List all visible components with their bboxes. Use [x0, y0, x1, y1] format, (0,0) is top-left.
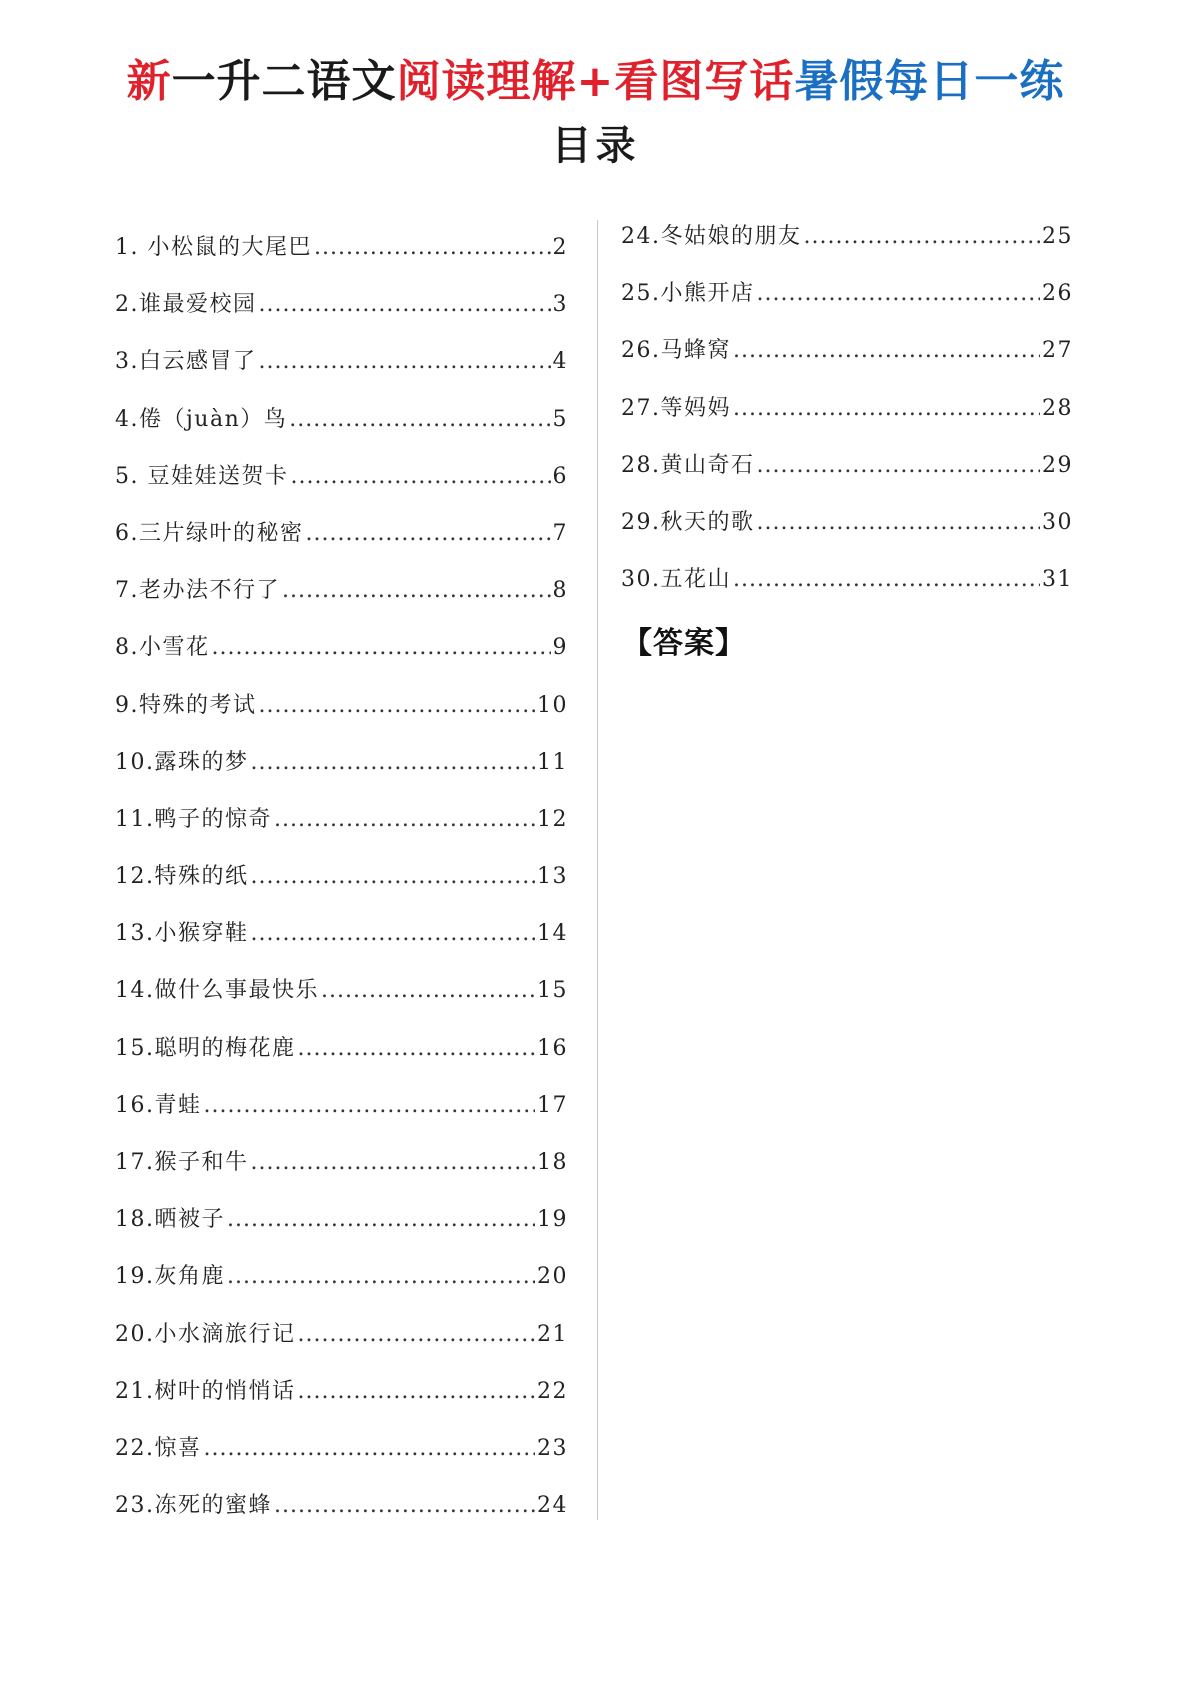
toc-entry[interactable] — [115, 1488, 568, 1545]
toc-entry-title: 27.等妈妈 — [621, 395, 731, 421]
toc-entry-page: 25 — [1042, 224, 1073, 249]
title-part-grade — [127, 56, 397, 107]
toc-entry-title: 25.小熊开店 — [621, 281, 755, 307]
toc-leader-dots — [298, 1322, 536, 1347]
toc-entry-page: 19 — [537, 1207, 568, 1233]
toc-entry[interactable] — [115, 688, 568, 745]
answer-section-label[interactable]: 【答案】 — [622, 626, 746, 661]
toc-entry[interactable] — [115, 802, 568, 859]
toc-entry-page: 11 — [537, 749, 568, 775]
toc-entry-title: 12.特殊的纸 — [115, 864, 249, 890]
title-part-new: 新 — [126, 56, 172, 107]
toc-right-column — [621, 219, 1073, 619]
toc-entry-title: 7.老办法不行了 — [115, 578, 280, 604]
toc-leader-dots — [733, 567, 1040, 592]
toc-entry-title: 23.冻死的蜜蜂 — [115, 1493, 272, 1519]
toc-entry-page: 20 — [537, 1264, 568, 1290]
toc-entry-title: 22.惊喜 — [115, 1435, 202, 1461]
toc-entry[interactable] — [115, 1031, 568, 1088]
toc-entry-page: 15 — [537, 978, 568, 1004]
toc-leader-dots — [733, 396, 1040, 421]
toc-entry[interactable] — [115, 1317, 568, 1374]
toc-entry-page: 27 — [1042, 338, 1073, 364]
toc-entry[interactable] — [115, 573, 568, 630]
toc-leader-dots — [227, 1264, 535, 1289]
toc-leader-dots — [298, 1379, 536, 1404]
toc-entry-page: 21 — [537, 1321, 568, 1347]
toc-leader-dots — [204, 1436, 536, 1461]
toc-entry[interactable] — [115, 1145, 568, 1202]
toc-entry[interactable] — [621, 391, 1073, 448]
toc-entry-title: 18.晒被子 — [115, 1207, 225, 1233]
toc-entry-page: 22 — [537, 1378, 568, 1404]
toc-entry[interactable] — [115, 287, 568, 344]
toc-entry-title: 15.聪明的梅花鹿 — [115, 1035, 296, 1061]
toc-leader-dots — [733, 338, 1040, 363]
toc-entry[interactable] — [115, 516, 568, 573]
toc-entry-page: 30 — [1042, 509, 1073, 535]
toc-entry[interactable] — [115, 916, 568, 973]
toc-left-column — [115, 230, 568, 1545]
toc-entry[interactable] — [115, 402, 568, 459]
toc-entry[interactable] — [621, 448, 1073, 505]
toc-entry-title: 30.五花山 — [621, 567, 731, 593]
toc-leader-dots — [259, 349, 551, 374]
toc-entry-title: 4.倦（juàn）鸟 — [115, 406, 288, 432]
toc-leader-dots — [757, 453, 1041, 478]
title-part-topic: 阅读理解+看图写话 — [396, 56, 795, 107]
toc-leader-dots — [259, 292, 551, 317]
toc-entry-page: 3 — [552, 292, 568, 318]
toc-entry[interactable] — [115, 1259, 568, 1316]
toc-entry-title: 20.小水滴旅行记 — [115, 1321, 296, 1347]
toc-entry-title: 6.三片绿叶的秘密 — [115, 520, 304, 546]
toc-entry-page: 13 — [537, 864, 568, 890]
toc-leader-dots — [757, 281, 1041, 306]
toc-entry-title: 5. 豆娃娃送贺卡 — [115, 463, 289, 489]
toc-leader-dots — [321, 978, 535, 1003]
title-part-practice: 暑假每日一练 — [794, 56, 1065, 107]
toc-entry-page: 5 — [552, 406, 568, 432]
toc-entry[interactable] — [621, 219, 1073, 276]
toc-entry-title: 29.秋天的歌 — [621, 509, 755, 535]
toc-entry-page: 28 — [1042, 395, 1073, 421]
toc-entry[interactable] — [115, 973, 568, 1030]
toc-entry-title: 26.马蜂窝 — [621, 338, 731, 364]
toc-leader-dots — [259, 693, 536, 718]
toc-entry-title: 17.猴子和牛 — [115, 1150, 249, 1175]
toc-entry-title: 24.冬姑娘的朋友 — [621, 224, 802, 249]
toc-entry-title: 19.灰角鹿 — [115, 1264, 225, 1290]
toc-entry-title: 3.白云感冒了 — [115, 349, 257, 375]
toc-entry-title: 11.鸭子的惊奇 — [115, 806, 272, 832]
toc-leader-dots — [274, 807, 535, 832]
toc-leader-dots — [251, 864, 536, 889]
column-divider — [597, 220, 598, 1520]
toc-leader-dots — [251, 750, 536, 775]
toc-leader-dots — [227, 1207, 535, 1232]
toc-entry-page: 16 — [537, 1035, 568, 1061]
toc-entry-page: 12 — [537, 806, 568, 832]
toc-entry-page: 6 — [552, 463, 568, 489]
toc-entry-title: 1. 小松鼠的大尾巴 — [115, 235, 312, 260]
toc-entry-page: 2 — [552, 235, 568, 260]
toc-entry[interactable] — [621, 505, 1073, 562]
toc-entry-title: 14.做什么事最快乐 — [115, 978, 319, 1004]
toc-entry[interactable] — [621, 333, 1073, 390]
toc-entry-page: 4 — [552, 349, 568, 375]
toc-entry-page: 10 — [537, 692, 568, 718]
toc-entry-title: 28.黄山奇石 — [621, 452, 755, 478]
toc-entry[interactable] — [115, 459, 568, 516]
toc-entry-page: 18 — [537, 1150, 568, 1175]
title-part-grade-text: 一升二语文 — [171, 56, 397, 107]
toc-leader-dots — [251, 1150, 536, 1175]
document-title — [0, 52, 1191, 112]
toc-entry-page: 17 — [537, 1092, 568, 1118]
toc-entry[interactable] — [115, 1088, 568, 1145]
toc-entry-title: 10.露珠的梦 — [115, 749, 249, 775]
toc-entry[interactable] — [621, 562, 1073, 619]
toc-entry-page: 24 — [537, 1493, 568, 1519]
toc-entry[interactable] — [115, 1374, 568, 1431]
toc-entry-page: 31 — [1042, 567, 1073, 593]
toc-entry[interactable] — [115, 630, 568, 687]
toc-leader-dots — [282, 578, 551, 603]
toc-entry-title: 16.青蛙 — [115, 1092, 202, 1118]
toc-entry[interactable] — [115, 1202, 568, 1259]
toc-entry[interactable] — [115, 859, 568, 916]
toc-entry-title: 13.小猴穿鞋 — [115, 921, 249, 947]
toc-heading: 目录 — [551, 123, 640, 169]
toc-entry-page: 26 — [1042, 281, 1073, 307]
toc-entry-page: 7 — [552, 520, 568, 546]
toc-entry-page: 9 — [552, 635, 568, 661]
toc-entry-title: 21.树叶的悄悄话 — [115, 1378, 296, 1404]
toc-entry[interactable] — [115, 230, 568, 287]
toc-leader-dots — [804, 224, 1041, 249]
toc-leader-dots — [204, 1093, 536, 1118]
toc-leader-dots — [251, 921, 536, 946]
toc-entry-title: 2.谁最爱校园 — [115, 292, 257, 318]
toc-entry-title: 9.特殊的考试 — [115, 692, 257, 718]
toc-leader-dots — [314, 235, 551, 260]
toc-entry-page: 29 — [1042, 452, 1073, 478]
toc-entry[interactable] — [115, 1431, 568, 1488]
toc-leader-dots — [306, 521, 551, 546]
toc-entry[interactable] — [621, 276, 1073, 333]
toc-leader-dots — [289, 407, 550, 432]
toc-entry[interactable] — [115, 344, 568, 401]
toc-entry-title: 8.小雪花 — [115, 635, 210, 661]
toc-leader-dots — [290, 464, 550, 489]
toc-entry[interactable] — [115, 745, 568, 802]
toc-leader-dots — [298, 1036, 536, 1061]
toc-leader-dots — [274, 1493, 535, 1518]
toc-entry-page: 8 — [552, 578, 568, 604]
toc-leader-dots — [212, 635, 551, 660]
toc-entry-page: 14 — [537, 921, 568, 947]
toc-entry-page: 23 — [537, 1435, 568, 1461]
toc-leader-dots — [757, 510, 1041, 535]
